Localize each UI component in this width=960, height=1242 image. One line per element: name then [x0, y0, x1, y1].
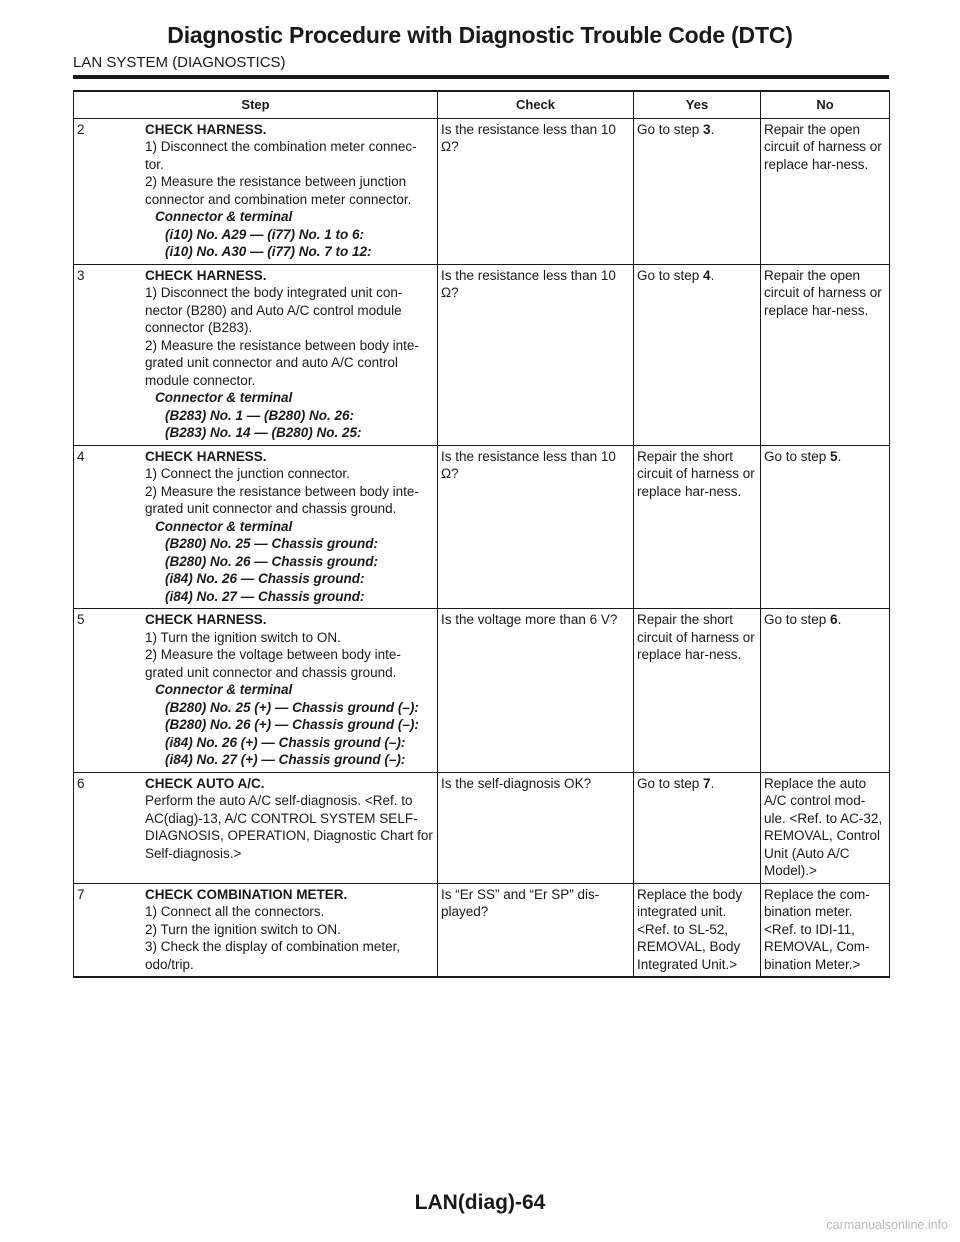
step-cell — [74, 772, 438, 883]
step-instruction: Perform the auto A/C self-diagnosis. <Ref. to AC(diag)-13, A/C CONTROL SYSTEM SELF-DIAGNOSIS, OPERATION, Diagnostic Chart for Self-diagnosis.> — [145, 793, 433, 861]
yes-cell — [634, 445, 761, 609]
step-heading: CHECK HARNESS. — [145, 448, 267, 464]
step-body — [145, 886, 434, 974]
yes-cell-text: Repair the short circuit of harness or replace har-ness. — [637, 612, 755, 662]
step-heading: CHECK HARNESS. — [145, 121, 267, 137]
step-wrap — [77, 121, 434, 261]
yes-cell-suffix: . — [710, 775, 715, 791]
yes-cell — [634, 609, 761, 773]
no-cell-step-ref: 5 — [830, 448, 838, 464]
step-number: 6 — [77, 775, 85, 791]
check-cell: Is the self-diagnosis OK? — [438, 772, 634, 883]
step-instruction: 1) Turn the ignition switch to ON. — [145, 629, 341, 645]
step-body — [145, 267, 434, 442]
check-cell: Is the resistance less than 10 Ω? — [438, 445, 634, 609]
step-number: 7 — [77, 886, 85, 902]
header-rule — [73, 75, 889, 79]
no-cell-text: Repair the open circuit of harness or replace har-ness. — [764, 121, 882, 172]
connector-terminal-label: Connector & terminal — [155, 209, 293, 224]
step-heading: CHECK HARNESS. — [145, 267, 267, 283]
step-number: 3 — [77, 267, 85, 283]
check-cell: Is the resistance less than 10 Ω? — [438, 118, 634, 264]
yes-cell-suffix: . — [710, 267, 715, 283]
step-number: 2 — [77, 121, 85, 137]
connector-terminal-label: Connector & terminal — [155, 682, 293, 697]
step-body — [145, 448, 434, 606]
no-cell-text: Repair the open circuit of harness or replace har-ness. — [764, 267, 882, 318]
terminal-spec: (i10) No. A29 — (i77) No. 1 to 6: — [165, 226, 365, 242]
step-wrap — [77, 775, 434, 863]
table-row — [74, 609, 890, 773]
no-cell — [761, 445, 890, 609]
no-cell-text: Replace the auto A/C control mod-ule. <Ref. to AC-32, REMOVAL, Control Unit (Auto A/C Model).> — [764, 775, 883, 878]
terminal-spec: (B280) No. 25 (+) — Chassis ground (–): — [165, 699, 419, 715]
yes-cell-step-ref: 3 — [703, 121, 711, 137]
table-row — [74, 772, 890, 883]
step-cell — [74, 445, 438, 609]
check-cell: Is the resistance less than 10 Ω? — [438, 264, 634, 445]
yes-cell-text: Go to step — [637, 121, 704, 137]
table-header-row — [74, 91, 890, 118]
yes-cell-step-ref: 4 — [703, 267, 711, 283]
terminal-spec: (B280) No. 26 — Chassis ground: — [165, 553, 379, 569]
yes-cell-text: Go to step — [637, 267, 704, 283]
no-cell-text: Replace the com-bination meter. <Ref. to IDI-11, REMOVAL, Com-bination Meter.> — [764, 886, 870, 972]
yes-cell-suffix: . — [710, 121, 715, 137]
table-row — [74, 118, 890, 264]
step-instruction: 2) Measure the resistance between body inte-grated unit connector and chassis ground. — [145, 483, 419, 516]
terminal-spec: (i84) No. 27 — Chassis ground: — [165, 588, 365, 604]
step-instruction: 1) Disconnect the combination meter connec-tor. — [145, 139, 417, 172]
no-cell-text: Go to step — [764, 448, 831, 464]
section-subtitle: LAN SYSTEM (DIAGNOSTICS) — [73, 54, 286, 71]
step-cell — [74, 883, 438, 977]
no-cell-step-ref: 6 — [830, 612, 838, 627]
check-cell: Is the voltage more than 6 V? — [438, 609, 634, 773]
terminal-spec: (i84) No. 26 (+) — Chassis ground (–): — [165, 734, 406, 750]
terminal-spec: (B280) No. 26 (+) — Chassis ground (–): — [165, 717, 419, 732]
no-cell-suffix: . — [837, 612, 842, 627]
step-heading: CHECK COMBINATION METER. — [145, 886, 348, 902]
column-header-step: Step — [74, 91, 438, 118]
step-wrap — [77, 448, 434, 606]
check-cell: Is “Er SS” and “Er SP” dis-played? — [438, 883, 634, 977]
step-wrap — [77, 611, 434, 769]
terminal-spec: (i84) No. 27 (+) — Chassis ground (–): — [165, 752, 406, 767]
terminal-spec: (B283) No. 1 — (B280) No. 26: — [165, 407, 355, 423]
watermark: carmanualsonline.info — [826, 1218, 948, 1232]
step-instruction: 2) Turn the ignition switch to ON. — [145, 921, 341, 937]
step-heading: CHECK HARNESS. — [145, 612, 267, 627]
column-header-check: Check — [438, 91, 634, 118]
yes-cell — [634, 264, 761, 445]
connector-terminal-label: Connector & terminal — [155, 518, 293, 534]
table-row — [74, 264, 890, 445]
column-header-no: No — [761, 91, 890, 118]
step-instruction: 1) Connect the junction connector. — [145, 466, 350, 481]
terminal-spec: (B283) No. 14 — (B280) No. 25: — [165, 425, 362, 440]
step-cell — [74, 264, 438, 445]
table-row — [74, 883, 890, 977]
step-instruction: 1) Disconnect the body integrated unit con-nector (B280) and Auto A/C control module connector (B283). — [145, 285, 403, 335]
terminal-spec: (B280) No. 25 — Chassis ground: — [165, 536, 379, 551]
no-cell — [761, 772, 890, 883]
yes-cell-text: Repair the short circuit of harness or replace har-ness. — [637, 448, 755, 499]
step-wrap — [77, 886, 434, 974]
no-cell-suffix: . — [837, 448, 842, 464]
column-header-yes: Yes — [634, 91, 761, 118]
no-cell — [761, 264, 890, 445]
terminal-spec: (i84) No. 26 — Chassis ground: — [165, 571, 365, 586]
step-number: 4 — [77, 448, 85, 464]
step-body — [145, 611, 434, 769]
no-cell — [761, 609, 890, 773]
yes-cell-text: Replace the body integrated unit. <Ref. to SL-52, REMOVAL, Body Integrated Unit.> — [637, 886, 743, 972]
table-body — [74, 118, 890, 977]
yes-cell-step-ref: 7 — [703, 775, 711, 791]
page-number: LAN(diag)-64 — [414, 1191, 546, 1214]
step-instruction: 1) Connect all the connectors. — [145, 904, 325, 919]
step-instruction: 2) Measure the resistance between junction connector and combination meter connector. — [145, 174, 412, 207]
step-instruction: 2) Measure the resistance between body inte-grated unit connector and auto A/C control module connector. — [145, 337, 419, 388]
step-body — [145, 775, 434, 863]
no-cell — [761, 118, 890, 264]
yes-cell — [634, 118, 761, 264]
step-instruction: 3) Check the display of combination meter, odo/trip. — [145, 939, 401, 972]
yes-cell — [634, 772, 761, 883]
yes-cell — [634, 883, 761, 977]
step-wrap — [77, 267, 434, 442]
step-body — [145, 121, 434, 261]
step-heading: CHECK AUTO A/C. — [145, 775, 265, 791]
step-cell — [74, 118, 438, 264]
step-number: 5 — [77, 612, 85, 627]
connector-terminal-label: Connector & terminal — [155, 390, 293, 405]
step-cell — [74, 609, 438, 773]
no-cell — [761, 883, 890, 977]
diagnostic-procedure-table — [73, 90, 890, 978]
terminal-spec: (i10) No. A30 — (i77) No. 7 to 12: — [165, 244, 372, 259]
page-title: Diagnostic Procedure with Diagnostic Trouble Code (DTC) — [167, 22, 793, 48]
yes-cell-text: Go to step — [637, 775, 704, 791]
table-row — [74, 445, 890, 609]
no-cell-text: Go to step — [764, 612, 831, 627]
step-instruction: 2) Measure the voltage between body inte-grated unit connector and chassis ground. — [145, 647, 401, 680]
